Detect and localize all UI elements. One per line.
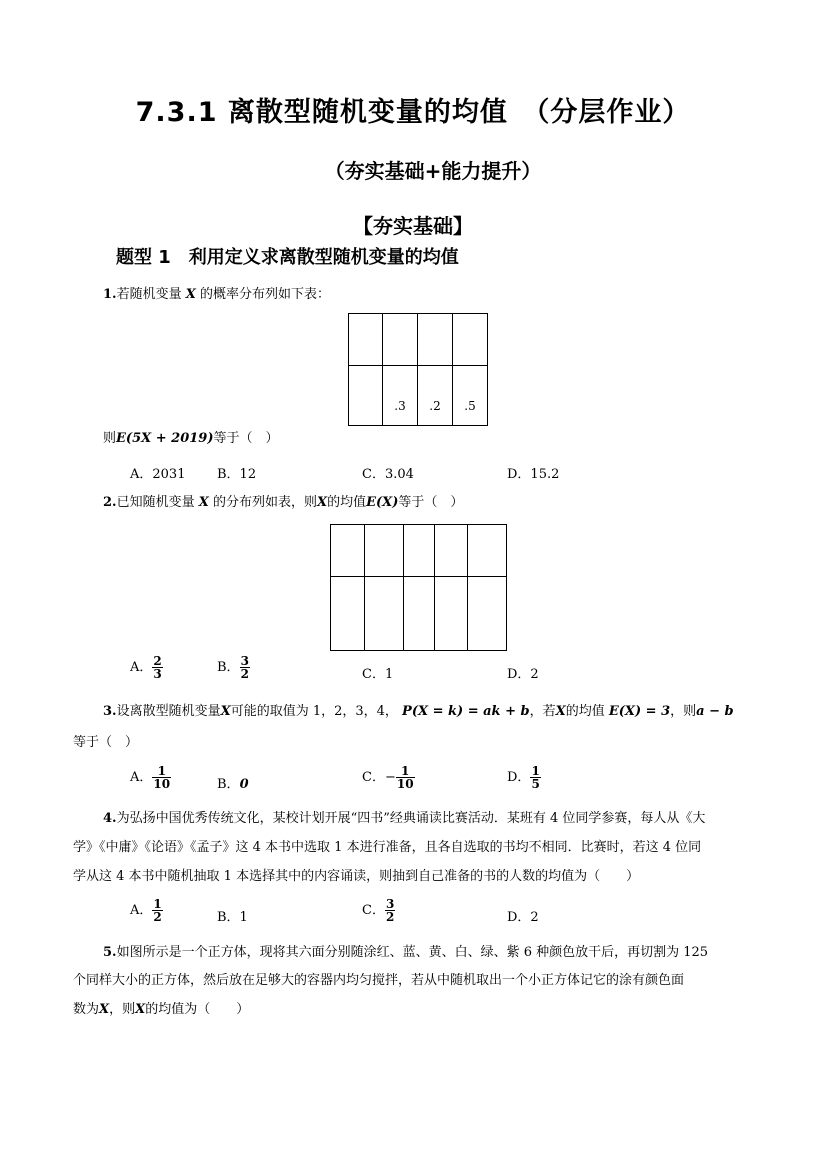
math-expression: a − b: [696, 704, 734, 719]
table-cell: [349, 366, 383, 426]
fraction: $\frac{1}{5}$: [531, 764, 540, 791]
question-text: 则: [103, 431, 117, 446]
q1-ask: [103, 424, 279, 454]
question-text: 为弘扬中国优秀传统文化，某校计划开展“四书”经典诵读比赛活动．某班有 4 位同学参赛，每人从《大: [116, 811, 706, 826]
question-text: 已知随机变量: [116, 495, 195, 510]
math-var: X: [185, 287, 196, 302]
table-cell: [468, 577, 507, 651]
section-heading: 【夯实基础】: [353, 214, 473, 238]
q2-option-c[interactable]: C．1: [362, 667, 394, 682]
math-var: X: [316, 495, 328, 510]
q1-distribution-table: [348, 313, 488, 426]
question-number: 2.: [103, 495, 117, 510]
question-text: 的均值: [327, 495, 367, 510]
q1-option-b[interactable]: B．12: [217, 467, 257, 482]
math-var: X: [555, 704, 566, 719]
question-number: 5.: [103, 945, 117, 960]
question-text: 若随机变量: [116, 287, 182, 302]
q1-option-a[interactable]: A．2031: [130, 467, 186, 482]
table-cell: [383, 314, 418, 366]
q3-option-c[interactable]: C．− $\frac{1}{10}$: [362, 764, 414, 791]
q2-option-d[interactable]: D．2: [507, 667, 539, 682]
q4-option-b[interactable]: B．1: [217, 910, 248, 925]
q4-option-d[interactable]: D．2: [507, 910, 539, 925]
question-number: 3.: [103, 704, 117, 719]
table-cell: [435, 525, 468, 577]
fraction: $\frac{1}{10}$: [396, 764, 414, 791]
math-var: X: [220, 704, 231, 719]
q2-option-b[interactable]: B． $\frac{3}{2}$: [217, 654, 249, 681]
fraction: $\frac{1}{10}$: [153, 764, 171, 791]
table-cell: [365, 577, 404, 651]
question-number: 1.: [103, 287, 117, 302]
q3-line-2: 等于（ ）: [73, 735, 139, 750]
question-text: 等于（ ）: [398, 495, 464, 510]
question-text: 等于（ ）: [213, 431, 279, 446]
page-title: 7.3.1 离散型随机变量的均值 （分层作业）: [135, 97, 691, 128]
table-cell: .3: [383, 366, 418, 426]
table-cell: [331, 577, 365, 651]
table-cell: [468, 525, 507, 577]
table-cell: .5: [453, 366, 488, 426]
q4-option-c[interactable]: C． $\frac{3}{2}$: [362, 897, 395, 924]
fraction: $\frac{2}{3}$: [153, 654, 162, 681]
q3-option-d[interactable]: D． $\frac{1}{5}$: [507, 764, 540, 791]
table-cell: [453, 314, 488, 366]
q1-option-d[interactable]: D．15.2: [507, 467, 560, 482]
q4-option-a[interactable]: A． $\frac{1}{2}$: [130, 897, 162, 924]
fraction: $\frac{3}{2}$: [385, 897, 395, 924]
q4-line-3: 学从这 4 本书中随机抽取 1 本选择其中的内容诵读，则抽到自己准备的书的人数的均值为（ ）: [73, 869, 640, 884]
q3-option-a[interactable]: A． $\frac{1}{10}$: [130, 764, 171, 791]
q1-option-c[interactable]: C．3.04: [362, 467, 414, 482]
question-text: 设离散型随机变量: [116, 704, 221, 719]
q2-option-a[interactable]: A． $\frac{2}{3}$: [130, 654, 162, 681]
math-expression: P(X = k) = ak + b: [402, 704, 530, 719]
table-cell: [349, 314, 383, 366]
math-expression: E(X): [366, 495, 399, 510]
question-text: 可能的取值为 1，2，3，4，: [230, 704, 398, 719]
question-text: 的均值: [565, 704, 605, 719]
table-cell: .2: [418, 366, 453, 426]
page-subtitle: （夯实基础+能力提升）: [324, 159, 542, 183]
question-text: 如图所示是一个正方体，现将其六面分别随涂红、蓝、黄、白、绿、紫 6 种颜色放干后，再切割为 125: [116, 945, 709, 960]
table-cell: [435, 577, 468, 651]
question-text: 的分布列如表，则: [212, 495, 317, 510]
fraction: $\frac{1}{2}$: [153, 897, 162, 924]
q4-line-2: 学》《中庸》《论语》《孟子》这 4 本书中选取 1 本进行准备，且各自选取的书均不相同．比赛时，若这 4 位同: [73, 840, 702, 855]
math-expression: E(X) = 3: [608, 704, 671, 719]
table-cell: [404, 577, 435, 651]
question-5: [103, 938, 708, 968]
question-1: [103, 280, 330, 310]
table-cell: [404, 525, 435, 577]
table-cell: [365, 525, 404, 577]
fraction: $\frac{3}{2}$: [240, 654, 249, 681]
table-cell: [331, 525, 365, 577]
question-text: 的概率分布列如下表：: [199, 287, 330, 302]
table-cell: [418, 314, 453, 366]
math-var: X: [198, 495, 209, 510]
q5-line-2: 个同样大小的正方体，然后放在足够大的容器内均匀搅拌，若从中随机取出一个小正方体记它的涂有颜色面: [73, 973, 685, 988]
math-expression: E(5X + 2019): [116, 431, 214, 446]
question-text: ，若: [529, 704, 556, 719]
question-text: ，则: [670, 704, 697, 719]
question-type-heading: 题型 1 利用定义求离散型随机变量的均值: [116, 247, 459, 268]
q3-option-b[interactable]: B．0: [217, 777, 249, 792]
q5-line-3: 数为X，则X的均值为（ ）: [73, 1002, 250, 1017]
q2-distribution-table: [330, 524, 507, 651]
question-3: [103, 697, 734, 727]
question-2: [103, 488, 463, 518]
question-4: [103, 804, 705, 834]
question-number: 4.: [103, 811, 117, 826]
